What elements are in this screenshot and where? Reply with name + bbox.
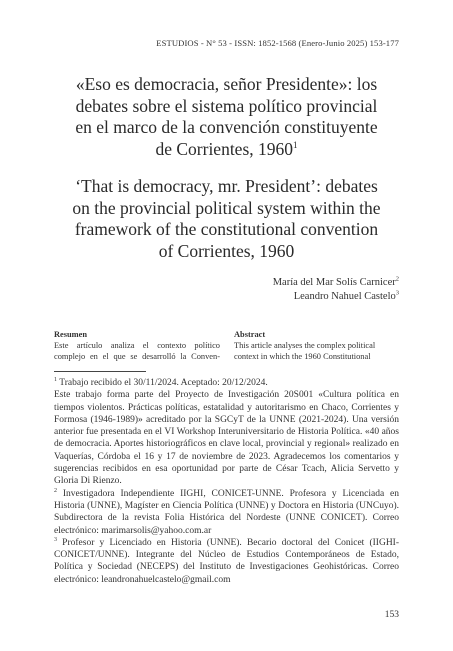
author-name: María del Mar Solís Carnicer: [272, 277, 396, 288]
footnote: [54, 389, 399, 487]
title-spanish: [54, 74, 399, 160]
title-en-line: ‘That is democracy, mr. President’: debates: [75, 176, 378, 196]
author-name: Leandro Nahuel Castelo: [293, 291, 396, 302]
abstract-line: complejo en el que se desarrolló la Conven-: [54, 352, 220, 361]
abstract-line: This article analyses the complex political: [234, 341, 376, 350]
footnote-number: 2: [54, 487, 57, 494]
abstract-heading: Resumen: [54, 330, 88, 339]
title-es-line: debates sobre el sistema político provincial: [75, 95, 378, 116]
authors: [139, 276, 399, 304]
abstract-spanish: [54, 329, 220, 362]
title-en-line: on the provincial political system within the: [72, 197, 381, 218]
footnote: [54, 537, 399, 586]
author: [139, 290, 399, 304]
footnote-text: Profesor y Licenciado en Historia (UNNE). Becario doctoral del Conicet (IIGHI-CONICET/UNNE). Integrante del Núcleo de Estudios Contemporáneos de Estado, Política y Sociedad (NECEPS) del Instituto de Investigaciones Geohistóricas. Correo electrónico: leandronahuelcastelo@gmail.com: [54, 537, 400, 585]
abstract-heading: Abstract: [234, 330, 266, 339]
title-es-line: en el marco de la convención constituyente: [75, 117, 378, 137]
abstract-line: context in which the 1960 Constitutional: [234, 352, 371, 361]
footnote-number: 3: [54, 536, 57, 543]
running-head: ESTUDIOS - N° 53 - ISSN: 1852-1568 (Enero-Junio 2025) 153-177: [156, 38, 399, 48]
footnote-text: Trabajo recibido el 30/11/2024. Aceptado: 20/12/2024.: [59, 378, 268, 388]
footnote-text: Este trabajo forma parte del Proyecto de Investigación 20S001 «Cultura política en tiempos violentos. Prácticas políticas, estatalidad y autoritarismo en Chaco, Corrientes y Formosa (1946-1989)» acreditado por la SGCyT de la UNNE (2021-2024). Una versión anterior fue presentada en el VI Workshop Interuniversitario de Historia Política. «40 años de democracia. Aportes historiográficos en clave local, provincial y regional» realizado en Vaquerías, Córdoba el 16 y 17 de noviembre de 2023. Agradecemos los comentarios y sugerencias recibidos en esa oportunidad por parte de César Tcach, Alicia Servetto y Gloria Di Rienzo.: [54, 390, 399, 487]
title-es-line: de Corrientes, 1960: [155, 138, 294, 159]
footnote: [54, 488, 399, 537]
title-es-line: «Eso es democracia, señor Presidente»: los: [75, 74, 378, 94]
footnote: [54, 377, 399, 389]
page-number: 153: [384, 610, 399, 620]
footnote-separator: [54, 371, 146, 372]
footnote-marker[interactable]: 3: [395, 289, 399, 297]
title-en-line: framework of the constitutional convention: [74, 219, 379, 239]
abstract-english: [234, 329, 400, 362]
footnotes: [54, 377, 399, 586]
abstract-line: Este artículo analiza el contexto político: [54, 341, 220, 350]
title-english: [54, 176, 399, 262]
footnote-marker[interactable]: 1: [293, 139, 298, 150]
footnote-marker[interactable]: 2: [395, 275, 399, 283]
footnote-number: 1: [54, 376, 57, 383]
title-en-line: of Corrientes, 1960: [158, 240, 295, 261]
footnote-text: Investigadora Independiente IIGHI, CONICET-UNNE. Profesora y Licenciada en Historia (UNNE), Magíster en Ciencia Política (UNNE) y Doctora en Historia (UNCuyo). Subdirectora de la revista Folia Histórica del Nordeste (UNNE CONICET). Correo electrónico: marimarsolis@yahoo.com.ar: [54, 488, 400, 536]
author: [139, 276, 399, 290]
